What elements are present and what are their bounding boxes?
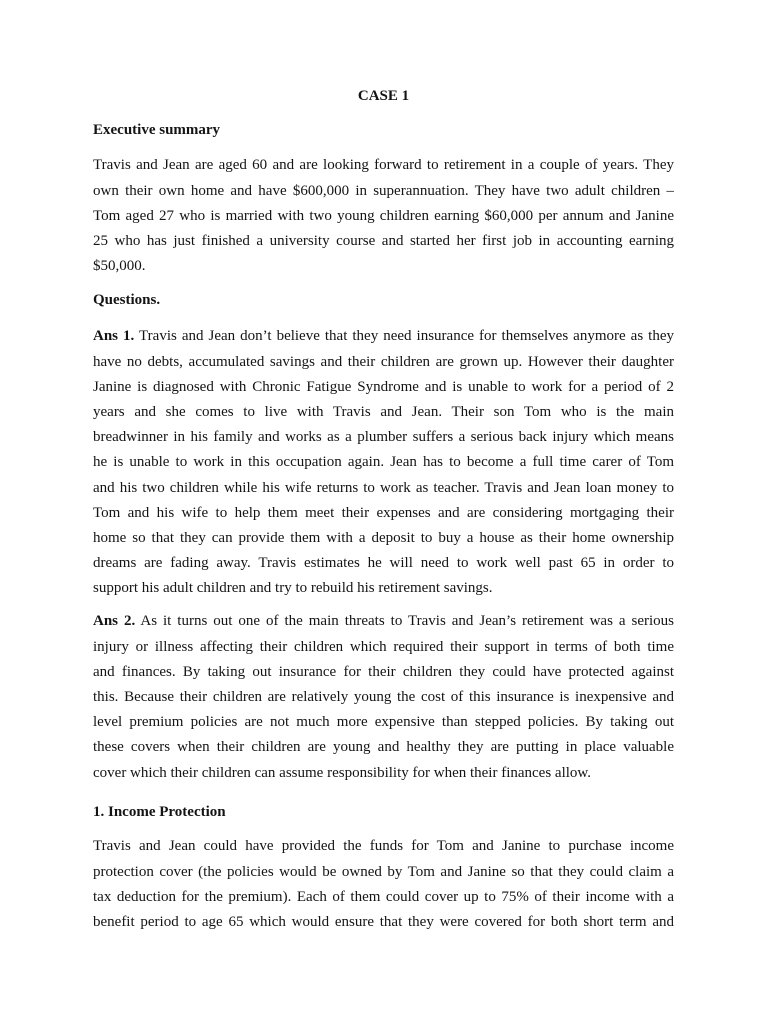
text-line: Tom aged 27 who is married with two young children earning $60,000 per annum and Janine — [93, 207, 674, 224]
text-line: Travis and Jean could have provided the funds for Tom and Janine to purchase income — [93, 838, 674, 855]
text-line: and finances. By taking out insurance for their children they could have protected against — [93, 663, 674, 680]
text-line: benefit period to age 65 which would ensure that they were covered for both short term and — [93, 913, 674, 930]
income-protection-paragraph — [93, 834, 674, 935]
answer-2-paragraph — [93, 609, 674, 785]
answer-text: As it turns out one of the main threats to Travis and Jean’s retirement was a serious — [140, 613, 674, 630]
text-line: own their own home and have $600,000 in superannuation. They have two adult children – — [93, 182, 674, 199]
text-line — [93, 609, 674, 634]
text-line: Travis and Jean are aged 60 and are looking forward to retirement in a couple of years. They — [93, 157, 674, 174]
income-protection-heading: 1. Income Protection — [93, 804, 226, 821]
executive-summary-paragraph — [93, 153, 674, 279]
text-line: home so that they can provide them with a deposit to buy a house as their home ownership — [93, 529, 674, 546]
text-line: injury or illness affecting their children which required their support in terms of both time — [93, 638, 674, 655]
text-line: cover which their children can assume responsibility for when their finances allow. — [93, 764, 592, 781]
text-line: level premium policies are not much more expensive than stepped policies. By taking out — [93, 714, 674, 731]
text-line: support his adult children and try to rebuild his retirement savings. — [93, 580, 493, 597]
answer-text: Travis and Jean don’t believe that they need insurance for themselves anymore as they — [139, 328, 674, 345]
text-line — [93, 324, 674, 349]
text-line: years and she comes to live with Travis and Jean. Their son Tom who is the main — [93, 403, 674, 420]
text-line: protection cover (the policies would be owned by Tom and Janine so that they could claim a — [93, 863, 674, 880]
questions-heading: Questions. — [93, 292, 161, 309]
text-line: this. Because their children are relatively young the cost of this insurance is inexpensive and — [93, 688, 674, 705]
text-line: Janine is diagnosed with Chronic Fatigue Syndrome and is unable to work for a period of 2 — [93, 378, 674, 395]
answer-label: Ans 2. — [93, 613, 136, 630]
text-line: tax deduction for the premium). Each of them could cover up to 75% of their income with a — [93, 888, 674, 905]
text-line: and his two children while his wife returns to work as teacher. Travis and Jean loan money to — [93, 479, 674, 496]
answer-1-paragraph — [93, 324, 674, 601]
text-line: dreams are fading away. Travis estimates he will need to work well past 65 in order to — [93, 555, 674, 572]
text-line: $50,000. — [93, 258, 146, 275]
text-line: have no debts, accumulated savings and their children are grown up. However their daughter — [93, 353, 674, 370]
document-title: CASE 1 — [357, 88, 410, 105]
text-line: Tom and his wife to help them meet their expenses and are considering mortgaging their — [93, 504, 674, 521]
text-line: 25 who has just finished a university course and started her first job in accounting earning — [93, 232, 674, 249]
text-line: he is unable to work in this occupation again. Jean has to become a full time carer of Tom — [93, 454, 674, 471]
text-line: these covers when their children are young and healthy they are putting in place valuable — [93, 739, 674, 756]
answer-label: Ans 1. — [93, 328, 135, 345]
executive-summary-heading: Executive summary — [93, 122, 221, 139]
text-line: breadwinner in his family and works as a plumber suffers a serious back injury which means — [93, 429, 674, 446]
